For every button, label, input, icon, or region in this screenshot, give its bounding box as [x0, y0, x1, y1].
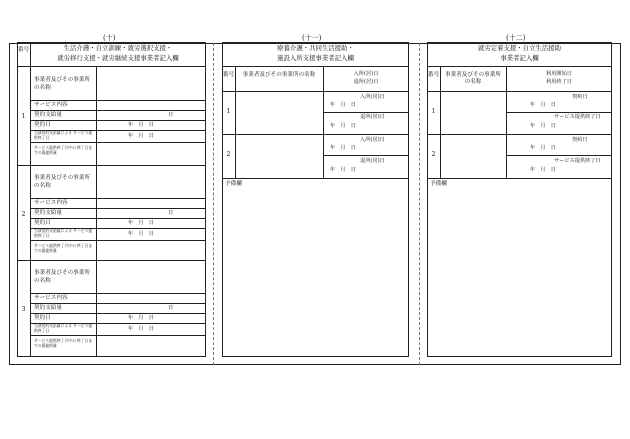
day-unit: 日 [168, 112, 174, 118]
fold-line-1 [213, 43, 214, 365]
out-header: 退所(居)日 [353, 79, 379, 85]
panel-11-title-2: 施設入所支援事業者記入欄 [277, 54, 354, 62]
provider-label: 事業者及びその事業所の名称 [34, 270, 90, 285]
contract-amount-label: 契約支給量 [34, 112, 62, 118]
ymd: 年 月 日 [330, 102, 356, 108]
ymd: 年 月 日 [128, 315, 154, 321]
panel-11-entry-2: 2 [226, 151, 231, 158]
in-label: 入所(居)日 [360, 137, 385, 143]
panel-10-number: (十) [103, 34, 116, 42]
remaining-label: 当該契約支給量による サービス提供終了日 [34, 130, 93, 140]
remaining-label: 当該契約支給量による サービス提供終了日 [34, 228, 93, 238]
service-label: サービス内容 [34, 200, 68, 206]
panel-12-entry-1: 1 [431, 108, 436, 115]
panel-11-provider-header: 事業者及びその事業所の名称 [242, 72, 316, 78]
day-unit: 日 [168, 305, 174, 311]
panel-10-entry-3: 3 [21, 306, 26, 313]
panel-10-entry-1: 1 [21, 113, 26, 120]
panel-12-remarks: 予備欄 [430, 181, 447, 187]
panel-12-frame [427, 42, 612, 357]
ymd: 年 月 日 [530, 102, 556, 108]
remaining-label: 当該契約支給量による サービス提供終了日 [34, 323, 93, 333]
panel-12-provider-header: 事業者及びその事業所の名称 [445, 72, 501, 85]
panel-10-title-2: 就労移行支援・就労継続支援事業者記入欄 [57, 54, 179, 62]
used-label: サービス提供終了月中の 終了日までの既提供量 [34, 145, 93, 155]
ymd: 年 月 日 [330, 123, 356, 129]
ymd: 年 月 日 [530, 167, 556, 173]
panel-11-col-header: 番号 [222, 72, 235, 78]
out-label: 退所(居)日 [360, 158, 385, 164]
service-label: サービス内容 [34, 295, 68, 301]
out-label: 退所(居)日 [360, 114, 385, 120]
fold-line-2 [419, 43, 420, 365]
panel-10-title-1: 生活介護・自立訓練・就労選択支援・ [63, 44, 173, 52]
ymd: 年 月 日 [128, 231, 154, 237]
panel-12-col-header: 番号 [427, 72, 440, 78]
ymd: 年 月 日 [128, 133, 154, 139]
end-label: サービス提供終了日 [554, 158, 601, 164]
contract-amount-label: 契約支給量 [34, 305, 62, 311]
contract-date-label: 契約日 [34, 220, 51, 226]
panel-11-frame [222, 42, 409, 357]
used-label: サービス提供終了月中の 終了日までの既提供量 [34, 338, 93, 348]
contract-amount-label: 契約支給量 [34, 210, 62, 216]
panel-10-col-header: 番号 [17, 47, 30, 53]
ymd: 年 月 日 [530, 145, 556, 151]
used-label: サービス提供終了月中の 終了日までの既提供量 [34, 243, 93, 253]
contract-date-label: 契約日 [34, 315, 51, 321]
provider-label: 事業者及びその事業所の名称 [34, 77, 90, 92]
ymd: 年 月 日 [330, 167, 356, 173]
in-label: 入所(居)日 [360, 94, 385, 100]
ymd: 年 月 日 [128, 326, 154, 332]
ymd: 年 月 日 [530, 123, 556, 129]
contract-label: 契約日 [572, 137, 588, 143]
provider-label: 事業者及びその事業所の名称 [34, 175, 90, 190]
panel-11-title-1: 療養介護・共同生活援助・ [277, 44, 354, 52]
panel-12-entry-2: 2 [431, 151, 436, 158]
contract-label: 契約日 [572, 94, 588, 100]
contract-date-label: 契約日 [34, 122, 51, 128]
panel-11-remarks: 予備欄 [225, 181, 242, 187]
panel-11-entry-1: 1 [226, 108, 231, 115]
end-label: サービス提供終了日 [554, 114, 601, 120]
panel-12-title-2: 事業者記入欄 [500, 54, 539, 62]
panel-12-title-1: 就労定着支援・自立生活援助 [477, 44, 562, 52]
panel-11-number: (十一) [302, 34, 322, 42]
ymd: 年 月 日 [330, 145, 356, 151]
day-unit: 日 [168, 210, 174, 216]
ymd: 年 月 日 [128, 220, 154, 226]
panel-10-entry-2: 2 [21, 211, 26, 218]
end-header: 利用終了日 [546, 79, 572, 85]
service-label: サービス内容 [34, 102, 68, 108]
start-header: 利用開始日 [546, 71, 572, 77]
ymd: 年 月 日 [128, 122, 154, 128]
panel-12-number: (十二) [506, 34, 526, 42]
in-header: 入所(居)日 [353, 71, 379, 77]
